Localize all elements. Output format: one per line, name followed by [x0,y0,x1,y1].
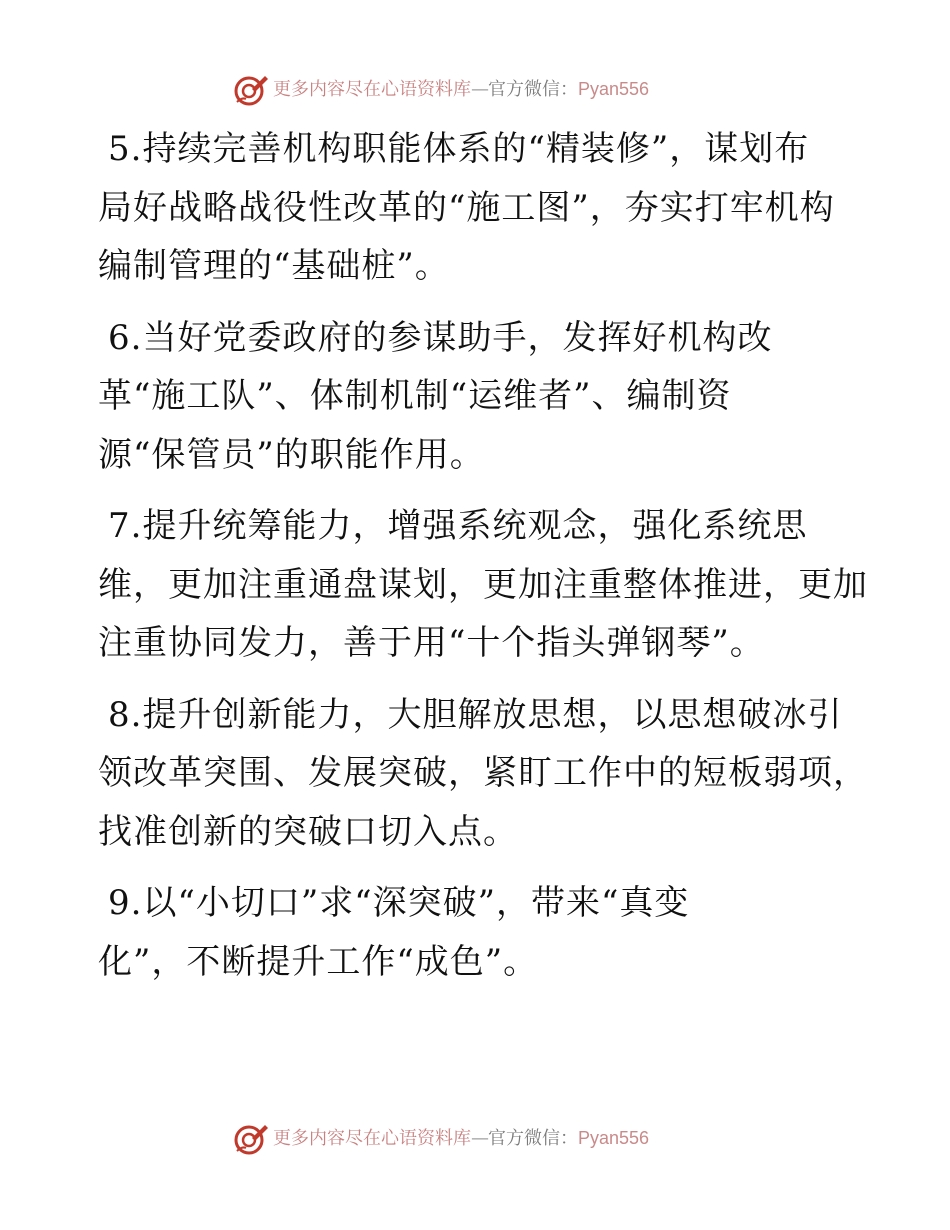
item-line: 领改革突围、发展突破，紧盯工作中的短板弱项， [98,753,868,793]
list-item [98,497,868,673]
item-line: 编制管理的“基础桩”。 [98,246,450,286]
item-line: 化”，不断提升工作“成色”。 [98,941,539,982]
item-line [98,686,858,745]
logo-icon [232,72,270,108]
header-banner-id: Pyan556 [578,79,650,99]
document-body [98,120,868,1004]
item-text: 提升统筹能力，增强系统观念，强化系统思 [142,506,808,546]
list-item [98,874,858,991]
footer-banner-text [273,1127,649,1150]
header-banner-lead: 更多内容尽在心语资料库 [273,79,471,100]
item-number: 6. [108,317,143,358]
item-number: 9. [108,883,143,923]
header-banner-label: 官方微信： [488,79,578,100]
item-text: 提升创新能力，大胆解放思想，以思想破冰引 [142,694,843,735]
item-text: 以“小切口”求“深突破”，带来“真变 [142,883,690,923]
logo-icon [232,1121,270,1157]
item-line: 找准创新的突破口切入点。 [98,811,518,852]
item-line [98,309,858,368]
footer-banner-separator: — [471,1128,488,1149]
header-banner-separator: — [471,79,488,100]
item-line: 革“施工队”、体制机制“运维者”、编制资 [98,376,732,416]
footer-banner [0,1119,950,1159]
footer-banner-lead: 更多内容尽在心语资料库 [273,1128,471,1149]
footer-banner-id: Pyan556 [578,1128,650,1148]
item-number: 7. [108,506,143,546]
list-item [98,309,858,485]
item-line: 维，更加注重通盘谋划，更加注重整体推进，更加 [98,564,868,605]
item-line [98,120,858,179]
item-text: 当好党委政府的参谋助手，发挥好机构改 [142,317,773,358]
item-number: 8. [108,694,143,735]
header-banner-text [273,78,649,101]
item-line [98,874,858,933]
footer-banner-label: 官方微信： [488,1128,578,1149]
list-item [98,686,868,862]
item-line [98,497,858,556]
item-line: 局好战略战役性改革的“施工图”，夯实打牢机构 [98,187,835,228]
item-number: 5. [108,129,143,169]
header-banner [0,70,950,110]
item-line: 注重协同发力，善于用“十个指头弹钢琴”。 [98,623,765,663]
list-item [98,120,858,296]
item-text: 持续完善机构职能体系的“精装修”，谋划布 [142,129,810,169]
item-line: 源“保管员”的职能作用。 [98,434,485,475]
